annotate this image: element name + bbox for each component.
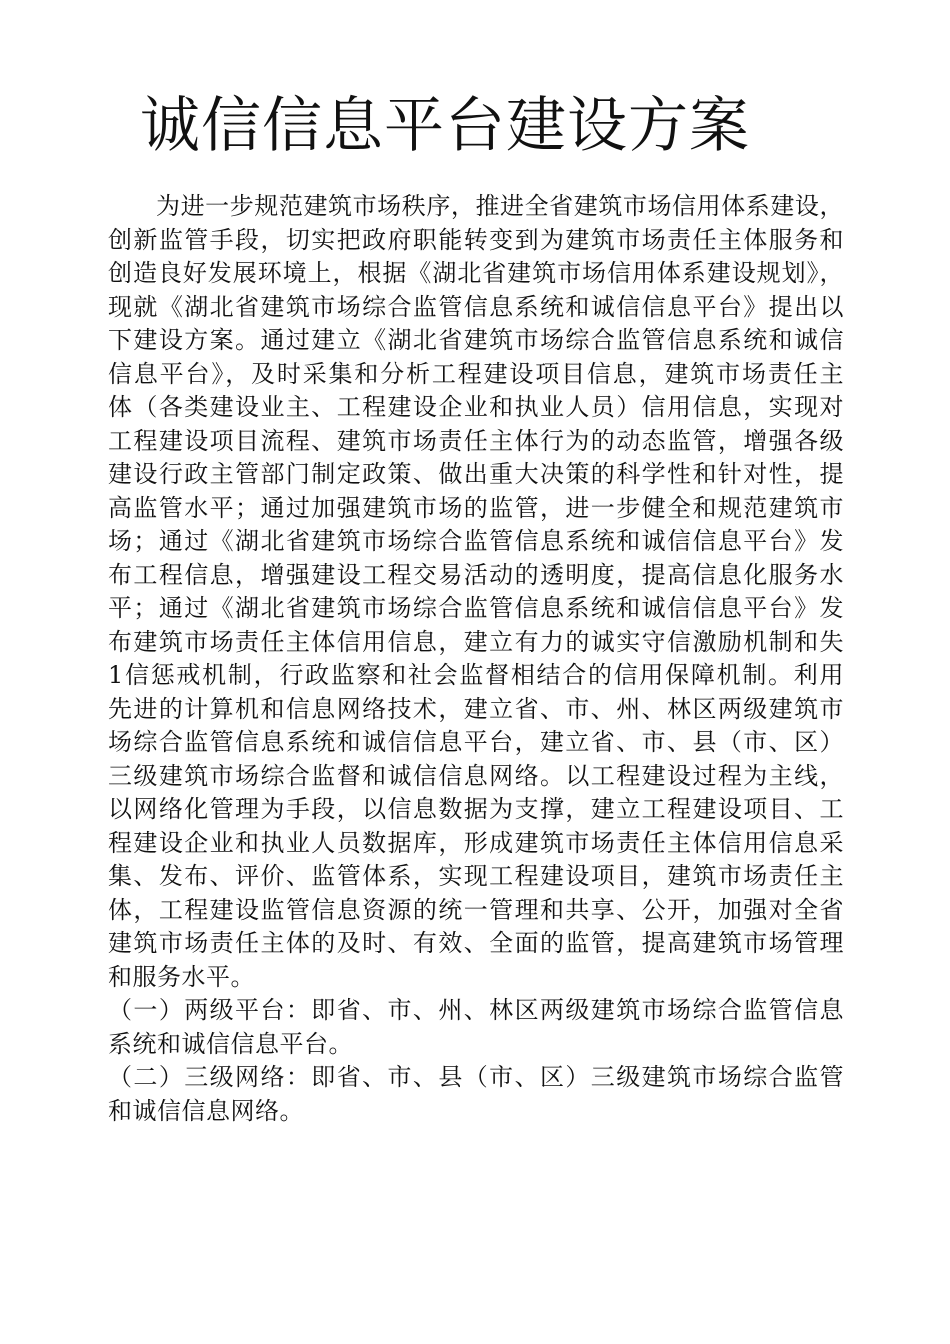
paragraph-line: 集、发布、评价、监管体系，实现工程建设项目，建筑市场责任主 [108,862,844,890]
paragraph-line: 和服务水平。 [108,962,255,991]
paragraph-line: 创造良好发展环境上，根据《湖北省建筑市场信用体系建设规划》， [108,259,844,287]
paragraph-line: 布工程信息，增强建设工程交易活动的透明度，提高信息化服务水 [108,560,844,589]
list-item-three-level-network: （二）三级网络：即省、市、县（市、区）三级建筑市场综合监管 [108,1063,844,1091]
list-item-two-level-platform-cont: 系统和诚信信息平台。 [108,1029,353,1058]
paragraph-line: 现就《湖北省建筑市场综合监管信息系统和诚信信息平台》提出以 [108,292,844,321]
paragraph-line: 场综合监管信息系统和诚信信息平台，建立省、市、县（市、区） [108,728,844,756]
paragraph-line: 1信惩戒机制，行政监察和社会监督相结合的信用保障机制。利用 [108,661,844,689]
document-body [108,190,844,1128]
paragraph-line: 场；通过《湖北省建筑市场综合监管信息系统和诚信信息平台》发 [108,527,844,555]
paragraph-line: 程建设企业和执业人员数据库，形成建筑市场责任主体信用信息采 [108,828,844,857]
list-item-two-level-platform: （一）两级平台：即省、市、州、林区两级建筑市场综合监管信息 [108,996,844,1024]
paragraph-line: 建设行政主管部门制定政策、做出重大决策的科学性和针对性，提 [108,460,844,488]
paragraph-line: 信息平台》，及时采集和分析工程建设项目信息，建筑市场责任主 [108,359,844,388]
paragraph-line: 工程建设项目流程、建筑市场责任主体行为的动态监管，增强各级 [108,426,844,455]
document-title: 诚信信息平台建设方案 [140,91,750,161]
paragraph-line: 建筑市场责任主体的及时、有效、全面的监管，提高建筑市场管理 [108,929,844,957]
paragraph-line: 先进的计算机和信息网络技术，建立省、市、州、林区两级建筑市 [108,694,844,723]
paragraph-line: 下建设方案。通过建立《湖北省建筑市场综合监管信息系统和诚信 [108,326,844,354]
paragraph-line: 平；通过《湖北省建筑市场综合监管信息系统和诚信信息平台》发 [108,594,844,622]
paragraph-line: 以网络化管理为手段，以信息数据为支撑，建立工程建设项目、工 [108,795,844,823]
paragraph-line: 为进一步规范建筑市场秩序，推进全省建筑市场信用体系建设， [156,192,844,220]
paragraph-line: 体，工程建设监管信息资源的统一管理和共享、公开，加强对全省 [108,895,844,924]
paragraph-line: 体（各类建设业主、工程建设企业和执业人员）信用信息，实现对 [108,393,844,421]
list-item-three-level-network-cont: 和诚信信息网络。 [108,1096,304,1125]
paragraph-line: 高监管水平；通过加强建筑市场的监管，进一步健全和规范建筑市 [108,493,844,522]
paragraph-line: 三级建筑市场综合监督和诚信信息网络。以工程建设过程为主线， [108,761,844,790]
paragraph-line: 布建筑市场责任主体信用信息，建立有力的诚实守信激励机制和失 [108,627,844,656]
paragraph-line: 创新监管手段，切实把政府职能转变到为建筑市场责任主体服务和 [108,225,844,254]
